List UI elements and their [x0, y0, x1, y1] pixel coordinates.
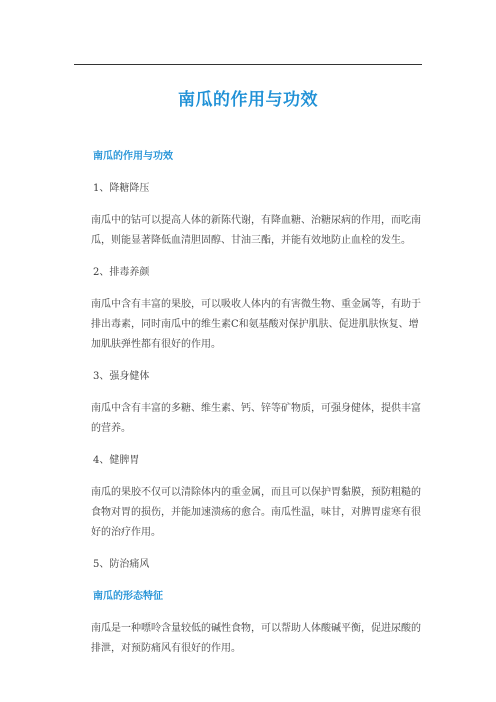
section-heading: 南瓜的作用与功效: [93, 151, 173, 162]
page-title: 南瓜的作用与功效: [178, 90, 318, 110]
item-title: 4、健脾胃: [93, 455, 140, 466]
item-paragraph: 南瓜中的钴可以提高人体的新陈代谢，有降血糖、治糖尿病的作用，而吃南瓜，则能显著降低血清胆固醇、甘油三酯，并能有效地防止血栓的发生。: [91, 215, 421, 246]
item-paragraph: 南瓜的果胶不仅可以清除体内的重金属，而且可以保护胃黏膜，预防粗糙的食物对胃的损伤，并能加速溃疡的愈合。南瓜性温，味甘，对脾胃虚寒有很好的治疗作用。: [91, 487, 421, 538]
item-title: 5、防治痛风: [93, 559, 150, 570]
item-paragraph: 南瓜是一种嘌呤含量较低的碱性食物，可以帮助人体酸碱平衡，促进尿酸的排泄，对预防痛风有很好的作用。: [91, 623, 421, 654]
item-paragraph: 南瓜中含有丰富的多糖、维生素、钙、锌等矿物质，可强身健体，提供丰富的营养。: [91, 403, 421, 434]
section-heading: 南瓜的形态特征: [93, 591, 163, 602]
item-title: 3、强身健体: [93, 371, 150, 382]
header-rule: [74, 64, 422, 65]
item-title: 1、降糖降压: [93, 183, 150, 194]
item-title: 2、排毒养颜: [93, 267, 150, 278]
document-body: [93, 147, 425, 659]
item-paragraph: 南瓜中含有丰富的果胶，可以吸收人体内的有害微生物、重金属等，有助于排出毒素，同时南瓜中的维生素C和氨基酸对保护肌肤、促进肌肤恢复、增加肌肤弹性都有很好的作用。: [91, 299, 421, 350]
